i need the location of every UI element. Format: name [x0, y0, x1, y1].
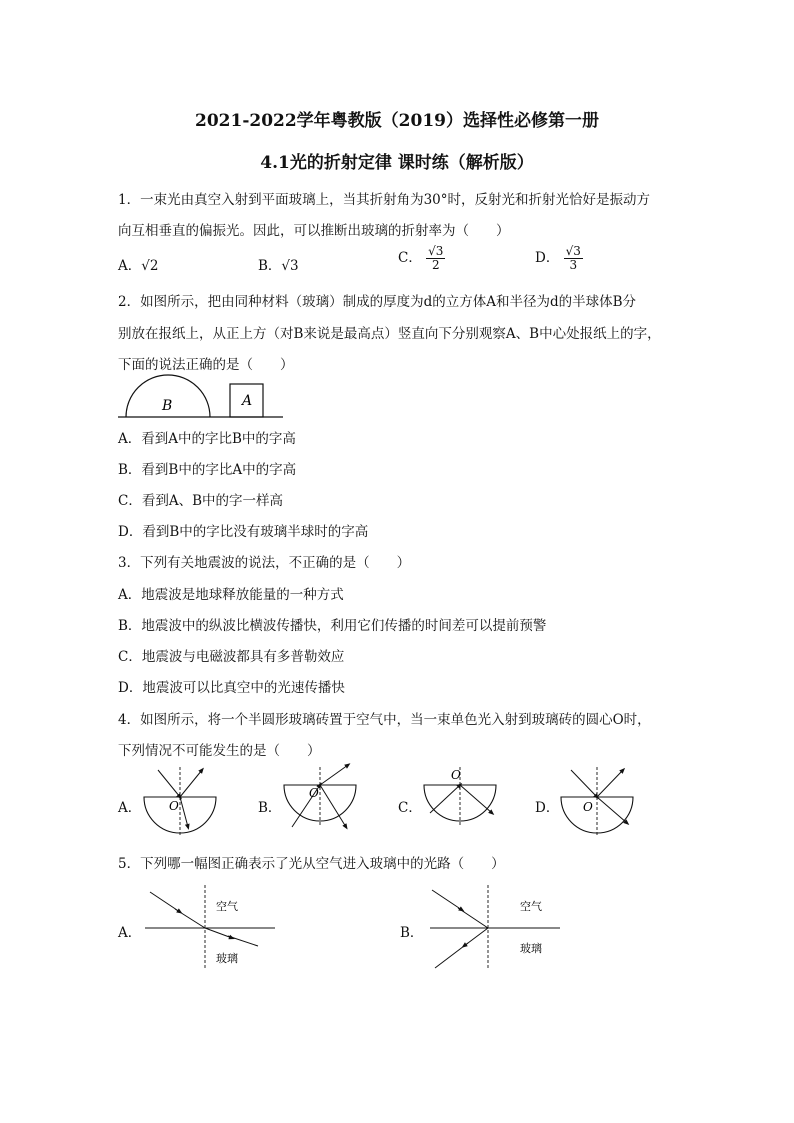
q1-option-b-value: √3 [281, 258, 299, 274]
q3-option-a[interactable]: A．地震波是地球释放能量的一种方式 [118, 587, 344, 603]
q4a-center-label: O [169, 799, 179, 813]
q1-option-c-fraction [426, 245, 445, 272]
q3-option-d[interactable]: D．地震波可以比真空中的光速传播快 [118, 680, 345, 696]
q1-option-c-denominator: 2 [431, 258, 440, 272]
q5-figure-b [420, 880, 565, 975]
q1-text-line1: 1．一束光由真空入射到平面玻璃上，当其折射角为30°时，反射光和折射光恰好是振动方 [118, 192, 651, 208]
q4-text-line2: 下列情况不可能发生的是（ ） [118, 743, 321, 759]
q1-option-d-denominator: 3 [569, 258, 578, 272]
q1-option-a-value: √2 [141, 258, 159, 274]
q4a-reflected-ray [180, 770, 202, 797]
q5b-glass-label: 玻璃 [520, 942, 542, 955]
q2-label-a: A [242, 393, 253, 409]
q3-text-line1: 3．下列有关地震波的说法，不正确的是（ ） [118, 555, 411, 571]
q4-figure-d [557, 765, 642, 840]
q1-option-d[interactable] [535, 245, 583, 272]
q1-option-c-label: C． [398, 250, 422, 266]
q1-text-line2: 向互相垂直的偏振光。因此，可以推断出玻璃的折射率为（ ） [118, 223, 510, 239]
q2-text-line2: 别放在报纸上，从正上方（对B来说是最高点）竖直向下分别观察A、B中心处报纸上的字， [118, 326, 661, 342]
q3-option-b[interactable]: B．地震波中的纵波比横波传播快，利用它们传播的时间差可以提前预警 [118, 618, 547, 634]
q4d-refracted-ray [597, 797, 627, 823]
page-title-line1: 2021-2022学年粤教版（2019）选择性必修第一册 [195, 111, 599, 131]
q1-option-a[interactable] [118, 254, 158, 274]
q4b-refracted-ray [320, 765, 348, 785]
q2-option-c[interactable]: C．看到A、B中的字一样高 [118, 493, 283, 509]
q5a-refracted-ray [228, 936, 258, 946]
q4-option-d-label[interactable]: D． [535, 800, 560, 816]
q4-text-line1: 4．如图所示，将一个半圆形玻璃砖置于空气中，当一束单色光入射到玻璃砖的圆心O时， [118, 712, 651, 728]
q4a-refracted-ray [180, 797, 188, 827]
q1-option-c[interactable] [398, 245, 445, 272]
q4d-center-label: O [583, 800, 593, 814]
q1-option-c-numerator: √3 [428, 244, 444, 258]
q4a-incident-ray [158, 770, 180, 797]
q1-option-a-label: A． [118, 258, 142, 274]
q2-option-b[interactable]: B．看到B中的字比A中的字高 [118, 462, 297, 478]
q5-option-b-label[interactable]: B． [400, 925, 424, 941]
q1-option-d-numerator: √3 [565, 244, 581, 258]
q1-option-b-label: B． [258, 258, 282, 274]
q5b-air-label: 空气 [520, 900, 542, 913]
q5-option-a-label[interactable]: A． [118, 925, 142, 941]
q2-text-line1: 2．如图所示，把由同种材料（玻璃）制成的厚度为d的立方体A和半径为d的半球体B分 [118, 294, 637, 310]
q1-option-b[interactable] [258, 254, 299, 274]
q2-figure [118, 372, 288, 420]
q2-option-a[interactable]: A．看到A中的字比B中的字高 [118, 431, 296, 447]
q4b-center-label: O [309, 786, 319, 800]
q2-text-line3: 下面的说法正确的是（ ） [118, 357, 294, 373]
q4-option-b-label[interactable]: B． [258, 800, 282, 816]
q4c-incident-ray [430, 785, 460, 813]
q5a-glass-label: 玻璃 [216, 952, 238, 965]
q4c-reflected-ray [460, 785, 492, 813]
q2-option-d[interactable]: D．看到B中的字比没有玻璃半球时的字高 [118, 524, 369, 540]
q4-figure-c [420, 765, 505, 840]
q5-text-line1: 5．下列哪一幅图正确表示了光从空气进入玻璃中的光路（ ） [118, 856, 505, 872]
q3-option-c[interactable]: C．地震波与电磁波都具有多普勒效应 [118, 649, 345, 665]
page-title-line2: 4.1光的折射定律 课时练（解析版） [260, 153, 534, 173]
q4c-center-label: O [451, 768, 461, 782]
q4-figure-b [280, 765, 365, 840]
q4-figure-a [140, 765, 225, 840]
q5a-air-label: 空气 [216, 900, 238, 913]
q5b-incident-ray [458, 908, 488, 928]
q1-option-d-label: D． [535, 250, 560, 266]
q1-option-d-fraction [564, 245, 583, 272]
q2-label-b: B [162, 398, 173, 414]
q5b-refracted-ray [435, 943, 468, 968]
q4-option-a-label[interactable]: A． [118, 800, 142, 816]
q4d-reflected-ray [597, 770, 623, 797]
q5-figure-a [140, 880, 280, 970]
q5a-incident-ray [175, 909, 205, 928]
q4-option-c-label[interactable]: C． [398, 800, 422, 816]
q4d-incident-ray [571, 770, 597, 797]
